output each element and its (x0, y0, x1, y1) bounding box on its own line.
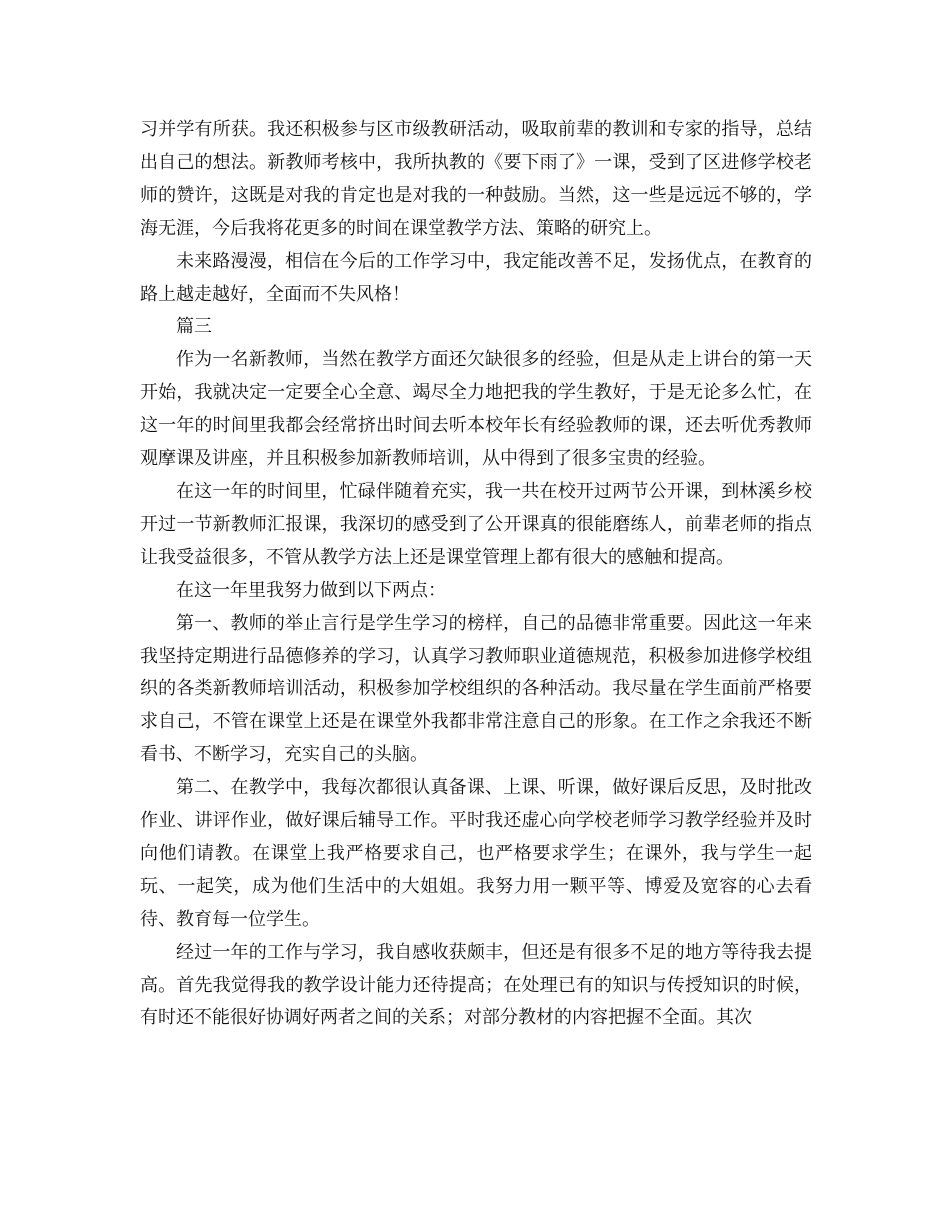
text-line: 指点让我受益很多，不管从教学方法上还是课堂管理上都有很大的感触和提高。 (140, 513, 813, 568)
text-line: 校老师的赞许，这既是对我的肯定也是对我的一种鼓励。当然，这一些是远远不够 (140, 151, 813, 206)
text-line: 候，有时还不能很好协调好两者之间的关系；对部分教材的内容把握不全面。其次 (140, 974, 813, 1029)
text-line: 及时向他们请教。在课堂上我严格要求自己，也严格要求学生；在课外，我与学生 (140, 810, 813, 864)
text-line: 提高。首先我觉得我的教学设计能力还待提高；在处理已有的知识与传授知识的时 (140, 941, 812, 996)
text-line: 我还不断看书、不断学习，充实自己的头脑。 (140, 711, 812, 766)
text-line: 天开始，我就决定一定要全心全意、竭尽全力地把我的学生教好，于是无论多么忙， (140, 349, 812, 404)
text-line: 的路上越走越好，全面而不失风格！ (140, 250, 812, 305)
paragraph (140, 608, 812, 773)
text-line: 教师观摩课及讲座，并且积极参加新教师培训，从中得到了很多宝贵的经验。 (140, 415, 813, 470)
text-line: 未来路漫漫，相信在今后的工作学习中，我定能改善不足，发扬优点，在教育 (176, 250, 794, 272)
text-line: 去看待、教育每一位学生。 (140, 875, 812, 930)
paragraph (140, 344, 812, 476)
text-line: 校组织的各类新教师培训活动，积极参加学校组织的各种活动。我尽量在学生面前 (140, 645, 813, 700)
text-line: 的，学海无涯，今后我将花更多的时间在课堂教学方法、策略的研究上。 (140, 184, 813, 239)
paragraph (140, 937, 812, 1036)
text-line: 习并学有所获。我还积极参与区市级教研活动，吸取前辈的教训和专家的指导，总 (140, 119, 794, 140)
paragraph (140, 246, 812, 312)
document-body (140, 114, 812, 1035)
text-line: 来我坚持定期进行品德修养的学习，认真学习教师职业道德规范，积极参加进修学 (140, 612, 812, 667)
text-line: 在这一年的时间里，忙碌伴随着充实，我一共在校开过两节公开课，到林溪乡 (176, 480, 794, 502)
text-line: 校开过一节新教师汇报课，我深切的感受到了公开课真的很能磨练人，前辈老师的 (140, 480, 812, 535)
text-line: 一起玩、一起笑，成为他们生活中的大姐姐。我努力用一颗平等、博爱及宽容的心 (140, 842, 812, 897)
text-line: 严格要求自己，不管在课堂上还是在课堂外我都非常注意自己的形象。在工作之余 (140, 678, 813, 733)
text-line: 第一、教师的举止言行是学生学习的榜样，自己的品德非常重要。因此这一年 (176, 612, 794, 634)
text-line: 结出自己的想法。新教师考核中，我所执教的《要下雨了》一课，受到了区进修学 (140, 119, 812, 173)
text-line: 经过一年的工作与学习，我自感收获颇丰，但还是有很多不足的地方等待我去 (176, 941, 794, 963)
text-line: 篇三 (176, 316, 212, 338)
text-line: 在这一年里我努力做到以下两点： (176, 579, 446, 601)
paragraph (140, 311, 812, 344)
paragraph (140, 575, 812, 608)
paragraph (140, 476, 812, 575)
text-line: 改作业、讲评作业，做好课后辅导工作。平时我还虚心向学校老师学习教学经验并 (140, 777, 812, 832)
text-line: 第二、在教学中，我每次都很认真备课、上课、听课，做好课后反思，及时批 (176, 777, 794, 799)
text-line: 作为一名新教师，当然在教学方面还欠缺很多的经验，但是从走上讲台的第一 (176, 349, 794, 371)
paragraph (140, 772, 812, 937)
text-line: 在这一年的时间里我都会经常挤出时间去听本校年长有经验教师的课，还去听优秀 (140, 382, 812, 437)
paragraph (140, 114, 812, 246)
